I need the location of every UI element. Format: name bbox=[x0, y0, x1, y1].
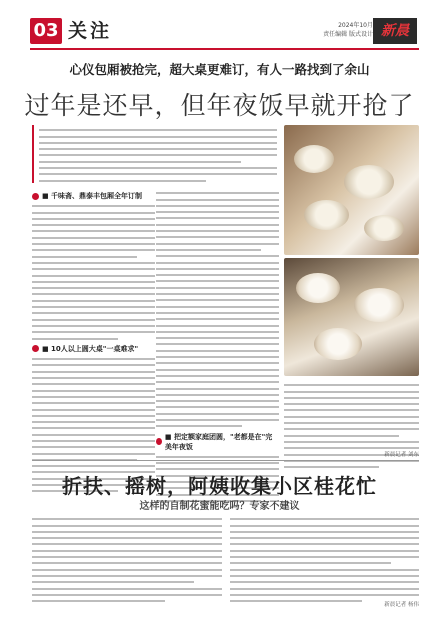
bullet-icon bbox=[32, 193, 39, 200]
article1-subhead-2: ■ 10人以上圆大桌"一桌难求" bbox=[32, 344, 155, 354]
banquet-photo-1 bbox=[284, 125, 419, 255]
column-a-text-1 bbox=[32, 205, 155, 339]
article1-column-b bbox=[156, 188, 279, 506]
column-b-text-1 bbox=[156, 192, 279, 427]
article2-column-b bbox=[230, 514, 419, 606]
newspaper-page bbox=[8, 8, 431, 610]
article2-text-a bbox=[32, 518, 222, 602]
bullet-icon bbox=[156, 438, 162, 445]
article2-title: 折扶、摇树，阿姨收集小区桂花忙 bbox=[62, 474, 377, 498]
article2-column-a bbox=[32, 514, 222, 606]
banquet-photo-2 bbox=[284, 258, 419, 376]
section-number: 03 bbox=[30, 18, 62, 44]
article1-intro bbox=[32, 125, 277, 183]
header-meta bbox=[323, 21, 373, 39]
article2-byline: 新晨记者 杨伟 bbox=[384, 602, 419, 608]
header-rule bbox=[30, 48, 419, 50]
article1-title: 过年是还早，但年夜饭早就开抢了 bbox=[24, 91, 415, 120]
article1-kicker: 心仪包厢被抢完，超大桌更难订，有人一路找到了余山 bbox=[69, 62, 370, 77]
article2-subtitle: 这样的自制花蜜能吃吗？专家不建议 bbox=[139, 501, 300, 512]
bullet-icon bbox=[32, 345, 39, 352]
section-name: 关注 bbox=[68, 20, 113, 42]
article1-column-a bbox=[32, 188, 155, 497]
header-meta-editors: 责任编辑 版式设计 bbox=[323, 31, 373, 38]
article1-subhead-1: ■ 千味斋、鼎泰丰包厢全年订制 bbox=[32, 191, 155, 201]
intro-text bbox=[39, 129, 277, 181]
article1-byline: 新晨记者 刘东 bbox=[384, 452, 419, 458]
logo-main: 新 bbox=[381, 23, 395, 39]
header-meta-date: 2024年10月 bbox=[338, 22, 373, 29]
newspaper-logo bbox=[373, 18, 417, 44]
article2-text-b bbox=[230, 518, 419, 602]
article1-column-c bbox=[284, 380, 419, 472]
logo-accent: 晨 bbox=[395, 23, 409, 39]
page-header bbox=[8, 14, 431, 48]
article1-subhead-3: ■ 把定额家庭团圆，"老都是在"完美年夜饭 bbox=[156, 432, 279, 452]
article-divider bbox=[32, 460, 419, 461]
